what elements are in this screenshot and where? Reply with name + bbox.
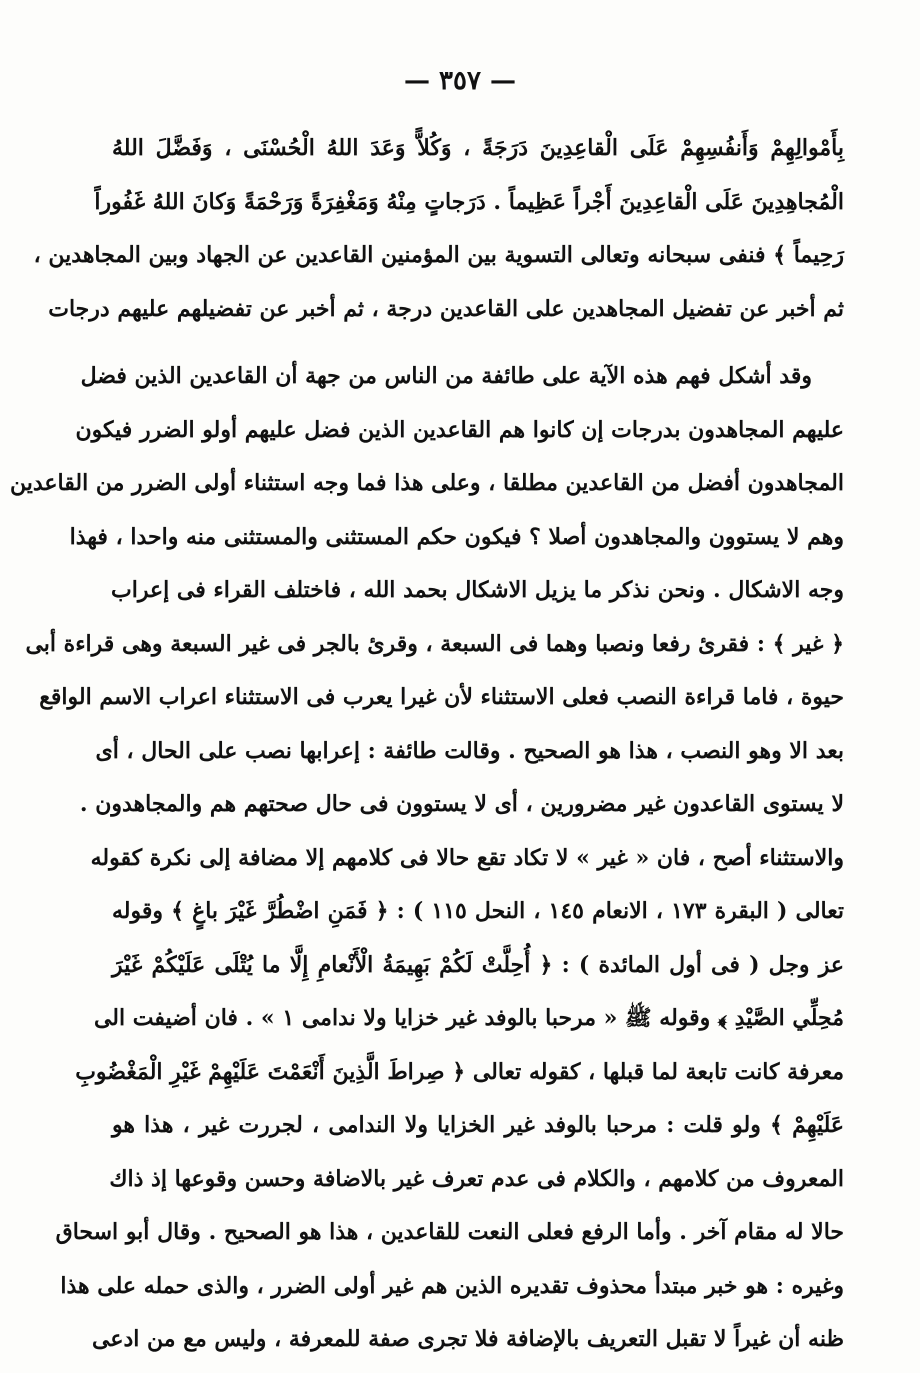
text-line: وغيره : هو خبر مبتدأ محذوف تقديره الذين هم غير أولى الضرر ، والذى حمله على هذا — [60, 1272, 844, 1299]
text-line: حالا له مقام آخر . وأما الرفع فعلى النعت للقاعدين ، هذا هو الصحيح . وقال أبو اسحاق — [55, 1219, 844, 1245]
text-line: معرفة كانت تابعة لما قبلها ، كقوله تعالى ﴿ صِراطَ الَّذِينَ أَنْعَمْتَ عَلَيْهِمْ غَيْرِ الْمَغْضُوبِ — [75, 1058, 844, 1085]
text-line: عز وجل ( فى أول المائدة ) : ﴿ أُحِلَّتْ لَكُمْ بَهِيمَةُ الْأَنْعامِ إِلَّا ما يُتْلَى عَلَيْكُمْ غَيْرَ — [112, 951, 844, 978]
text-line: ﴿ غير ﴾ : فقرئ رفعا ونصبا وهما فى السبعة ، وقرئ بالجر فى غير السبعة وهى قراءة أبى — [25, 630, 844, 657]
text-line: مُحِلِّي الصَّيْدِ ﴾ وقوله ﷺ « مرحبا بالوفد غير خزايا ولا ندامى ١ » . فان أضيفت الى — [93, 1005, 844, 1031]
text-line: وجه الاشكال . ونحن نذكر ما يزيل الاشكال بحمد الله ، فاختلف القراء فى إعراب — [111, 577, 844, 603]
text-line: وهم لا يستوون والمجاهدون أصلا ؟ فيكون حكم المستثنى والمستثنى منه واحدا ، فهذا — [69, 523, 844, 550]
text-line: رَحِيماً ﴾ فنفى سبحانه وتعالى التسوية بين المؤمنين القاعدين عن الجهاد وبين المجاهدين ، — [33, 242, 844, 268]
text-line: عليهم المجاهدون بدرجات إن كانوا هم القاعدين الذين فضل عليهم أولو الضرر فيكون — [75, 416, 844, 443]
text-line: وقد أشكل فهم هذه الآية على طائفة من الناس من جهة أن القاعدين الذين فضل — [80, 363, 812, 389]
paragraph-gap — [112, 342, 844, 356]
paragraph — [10, 356, 844, 1373]
text-line: تعالى ( البقرة ١٧٣ ، الانعام ١٤٥ ، النحل ١١٥ ) : ﴿ فَمَنِ اضْطُرَّ غَيْرَ باغٍ ﴾ وقوله — [112, 898, 844, 924]
text-line: عَلَيْهِمْ ﴾ ولو قلت : مرحبا بالوفد غير الخزايا ولا الندامى ، لجررت غير ، هذا هو — [112, 1112, 844, 1138]
page-number: — ٣٥٧ — — [403, 66, 517, 96]
text-line: بِأَمْوالِهِمْ وَأَنفُسِهِمْ عَلَى الْقاعِدِينَ دَرَجَةً ، وَكُلاًّ وَعَدَ اللهُ الْحُسْنَى ، وَفَضَّلَ اللهُ — [112, 135, 844, 161]
text-line: حيوة ، فاما قراءة النصب فعلى الاستثناء لأن غيرا يعرب فى الاستثناء اعراب الاسم الواقع — [39, 684, 844, 710]
text-line: المعروف من كلامهم ، والكلام فى عدم تعرف غير بالاضافة وحسن وقوعها إذ ذاك — [109, 1165, 844, 1192]
text-line: ثم أخبر عن تفضيل المجاهدين على القاعدين درجة ، ثم أخبر عن تفضيلهم عليهم درجات — [48, 295, 844, 322]
text-line: ظنه أن غيراً لا تقبل التعريف بالإضافة فلا تجرى صفة للمعرفة ، وليس مع من ادعى — [92, 1326, 844, 1352]
text-line: لا يستوى القاعدون غير مضرورين ، أى لا يستوون فى حال صحتهم هم والمجاهدون . — [79, 791, 844, 817]
text-line: بعد الا وهو النصب ، هذا هو الصحيح . وقالت طائفة : إعرابها نصب على الحال ، أى — [95, 737, 844, 764]
text-line: الْمُجاهِدِينَ عَلَى الْقاعِدِينَ أَجْراً عَظِيماً . دَرَجاتٍ مِنْهُ وَمَغْفِرَةً وَرَحْمَةً وَكانَ اللهُ غَفُوراً — [94, 188, 844, 215]
text-line: المجاهدون أفضل من القاعدين مطلقا ، وعلى هذا فما وجه استثناء أولى الضرر من القاعدين — [10, 470, 844, 496]
text-line: والاستثناء أصح ، فان « غير » لا تكاد تقع حالا فى كلامهم إلا مضافة إلى نكرة كقوله — [90, 844, 844, 871]
paragraph — [33, 128, 844, 342]
page-text — [10, 128, 844, 1373]
